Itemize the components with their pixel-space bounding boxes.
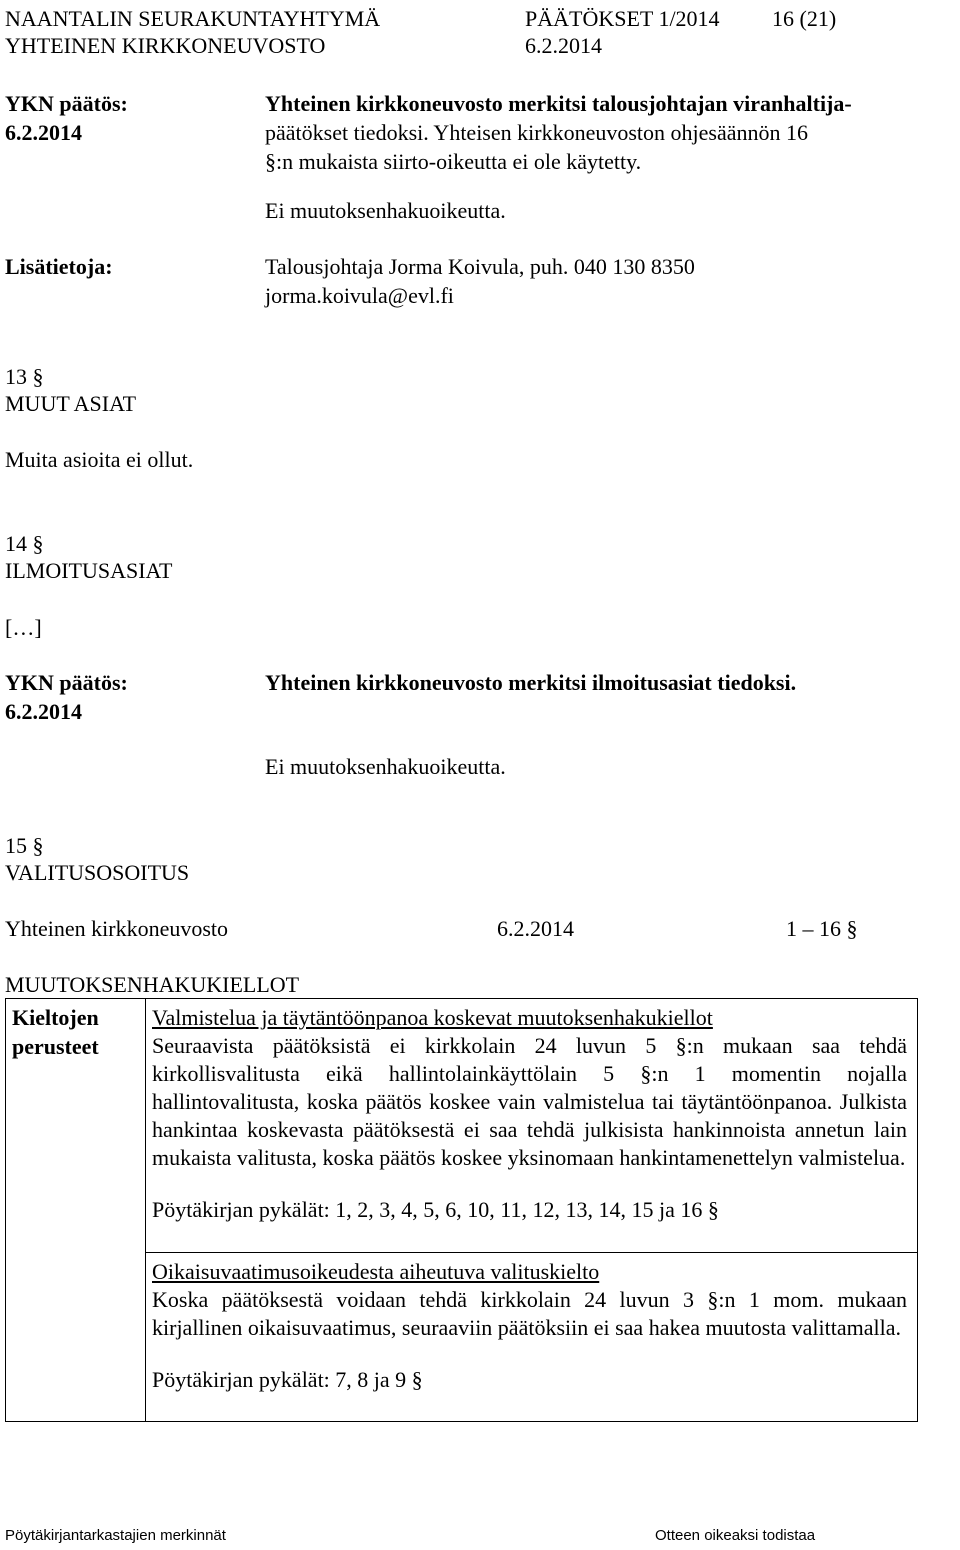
block-heading: Valmistelua ja täytäntöönpanoa koskevat muutoksenhakukiellot xyxy=(152,1005,713,1030)
decision-text xyxy=(265,89,945,176)
section-14-ellipsis: […] xyxy=(5,615,42,640)
decision-line-1: Yhteinen kirkkoneuvosto merkitsi talousjohtajan viranhaltija- xyxy=(265,91,852,116)
block-sections: Pöytäkirjan pykälät: 7, 8 ja 9 § xyxy=(152,1367,423,1392)
contact-label: Lisätietoja: xyxy=(5,254,113,279)
appeal-body-name: Yhteinen kirkkoneuvosto xyxy=(5,916,229,941)
prohibition-block-rectification xyxy=(152,1258,907,1394)
table-divider-vertical xyxy=(145,999,146,1421)
header-body-name: YHTEINEN KIRKKONEUVOSTO xyxy=(5,33,326,58)
contact-name-phone: Talousjohtaja Jorma Koivula, puh. 040 130 8350 xyxy=(265,254,695,279)
contact-email: jorma.koivula@evl.fi xyxy=(265,283,454,308)
prohibitions-table xyxy=(5,998,918,1422)
section-15-number: 15 § xyxy=(5,833,44,858)
decision-label-date: 6.2.2014 xyxy=(5,699,82,724)
table-left-line-1: Kieltojen xyxy=(12,1005,99,1030)
table-divider-horizontal xyxy=(145,1252,917,1253)
appeal-date: 6.2.2014 xyxy=(497,916,574,941)
table-left-heading xyxy=(12,1003,137,1061)
section-13-title: MUUT ASIAT xyxy=(5,391,137,416)
appeal-note: Ei muutoksenhakuoikeutta. xyxy=(265,754,506,779)
section-14-title: ILMOITUSASIAT xyxy=(5,558,173,583)
section-13-text: Muita asioita ei ollut. xyxy=(5,447,194,472)
block-text: Koska päätöksestä voidaan tehdä kirkkolain 24 luvun 3 §:n 1 mom. mukaan kirjallinen oikaisuvaatimus, seuraaviin päätöksiin ei saa hakea muutosta valittamalla. xyxy=(152,1287,907,1340)
section-14-number: 14 § xyxy=(5,531,44,556)
footer-certification: Otteen oikeaksi todistaa xyxy=(655,1527,816,1544)
block-text: Seuraavista päätöksistä ei kirkkolain 24 luvun 5 §:n mukaan saa tehdä kirkollisvalitusta eikä hallintolainkäyttölain 5 §:n 1 momentin nojalla hallintovalitusta, koska päätös koskee vain valmistelua tai täytäntöönpanoa. Julkista hankintaa koskevasta päätöksestä ei saa tehdä julkisista hankinnoista annetun lain mukaista valitusta, koska päätös koskee yksinomaan hankintamenettelyn valmistelua. xyxy=(152,1033,907,1170)
decision-text: Yhteinen kirkkoneuvosto merkitsi ilmoitusasiat tiedoksi. xyxy=(265,670,797,695)
decision-line-3: §:n mukaista siirto-oikeutta ei ole käytetty. xyxy=(265,149,642,174)
decision-label-title: YKN päätös: xyxy=(5,91,128,116)
appeal-section-range: 1 – 16 § xyxy=(786,916,858,941)
header-doc-title: PÄÄTÖKSET 1/2014 xyxy=(525,6,720,31)
section-13-number: 13 § xyxy=(5,364,44,389)
decision-label-title: YKN päätös: xyxy=(5,670,128,695)
decision-line-2: päätökset tiedoksi. Yhteisen kirkkoneuvoston ohjesäännön 16 xyxy=(265,120,808,145)
block-sections: Pöytäkirjan pykälät: 1, 2, 3, 4, 5, 6, 10, 11, 12, 13, 14, 15 ja 16 § xyxy=(152,1197,719,1222)
prohibition-block-preparation xyxy=(152,1004,907,1224)
header-page-number: 16 (21) xyxy=(772,6,837,31)
decision-label xyxy=(5,89,255,147)
header-date: 6.2.2014 xyxy=(525,33,602,58)
table-left-line-2: perusteet xyxy=(12,1034,99,1059)
section-15-title: VALITUSOSOITUS xyxy=(5,860,190,885)
decision-label-date: 6.2.2014 xyxy=(5,120,82,145)
footer-reviewers-note: Pöytäkirjantarkastajien merkinnät xyxy=(5,1527,226,1544)
prohibitions-title: MUUTOKSENHAKUKIELLOT xyxy=(5,972,300,997)
decision-label xyxy=(5,668,255,726)
block-heading: Oikaisuvaatimusoikeudesta aiheutuva valituskielto xyxy=(152,1259,600,1284)
appeal-note: Ei muutoksenhakuoikeutta. xyxy=(265,198,506,223)
header-org: NAANTALIN SEURAKUNTAYHTYMÄ xyxy=(5,6,381,31)
